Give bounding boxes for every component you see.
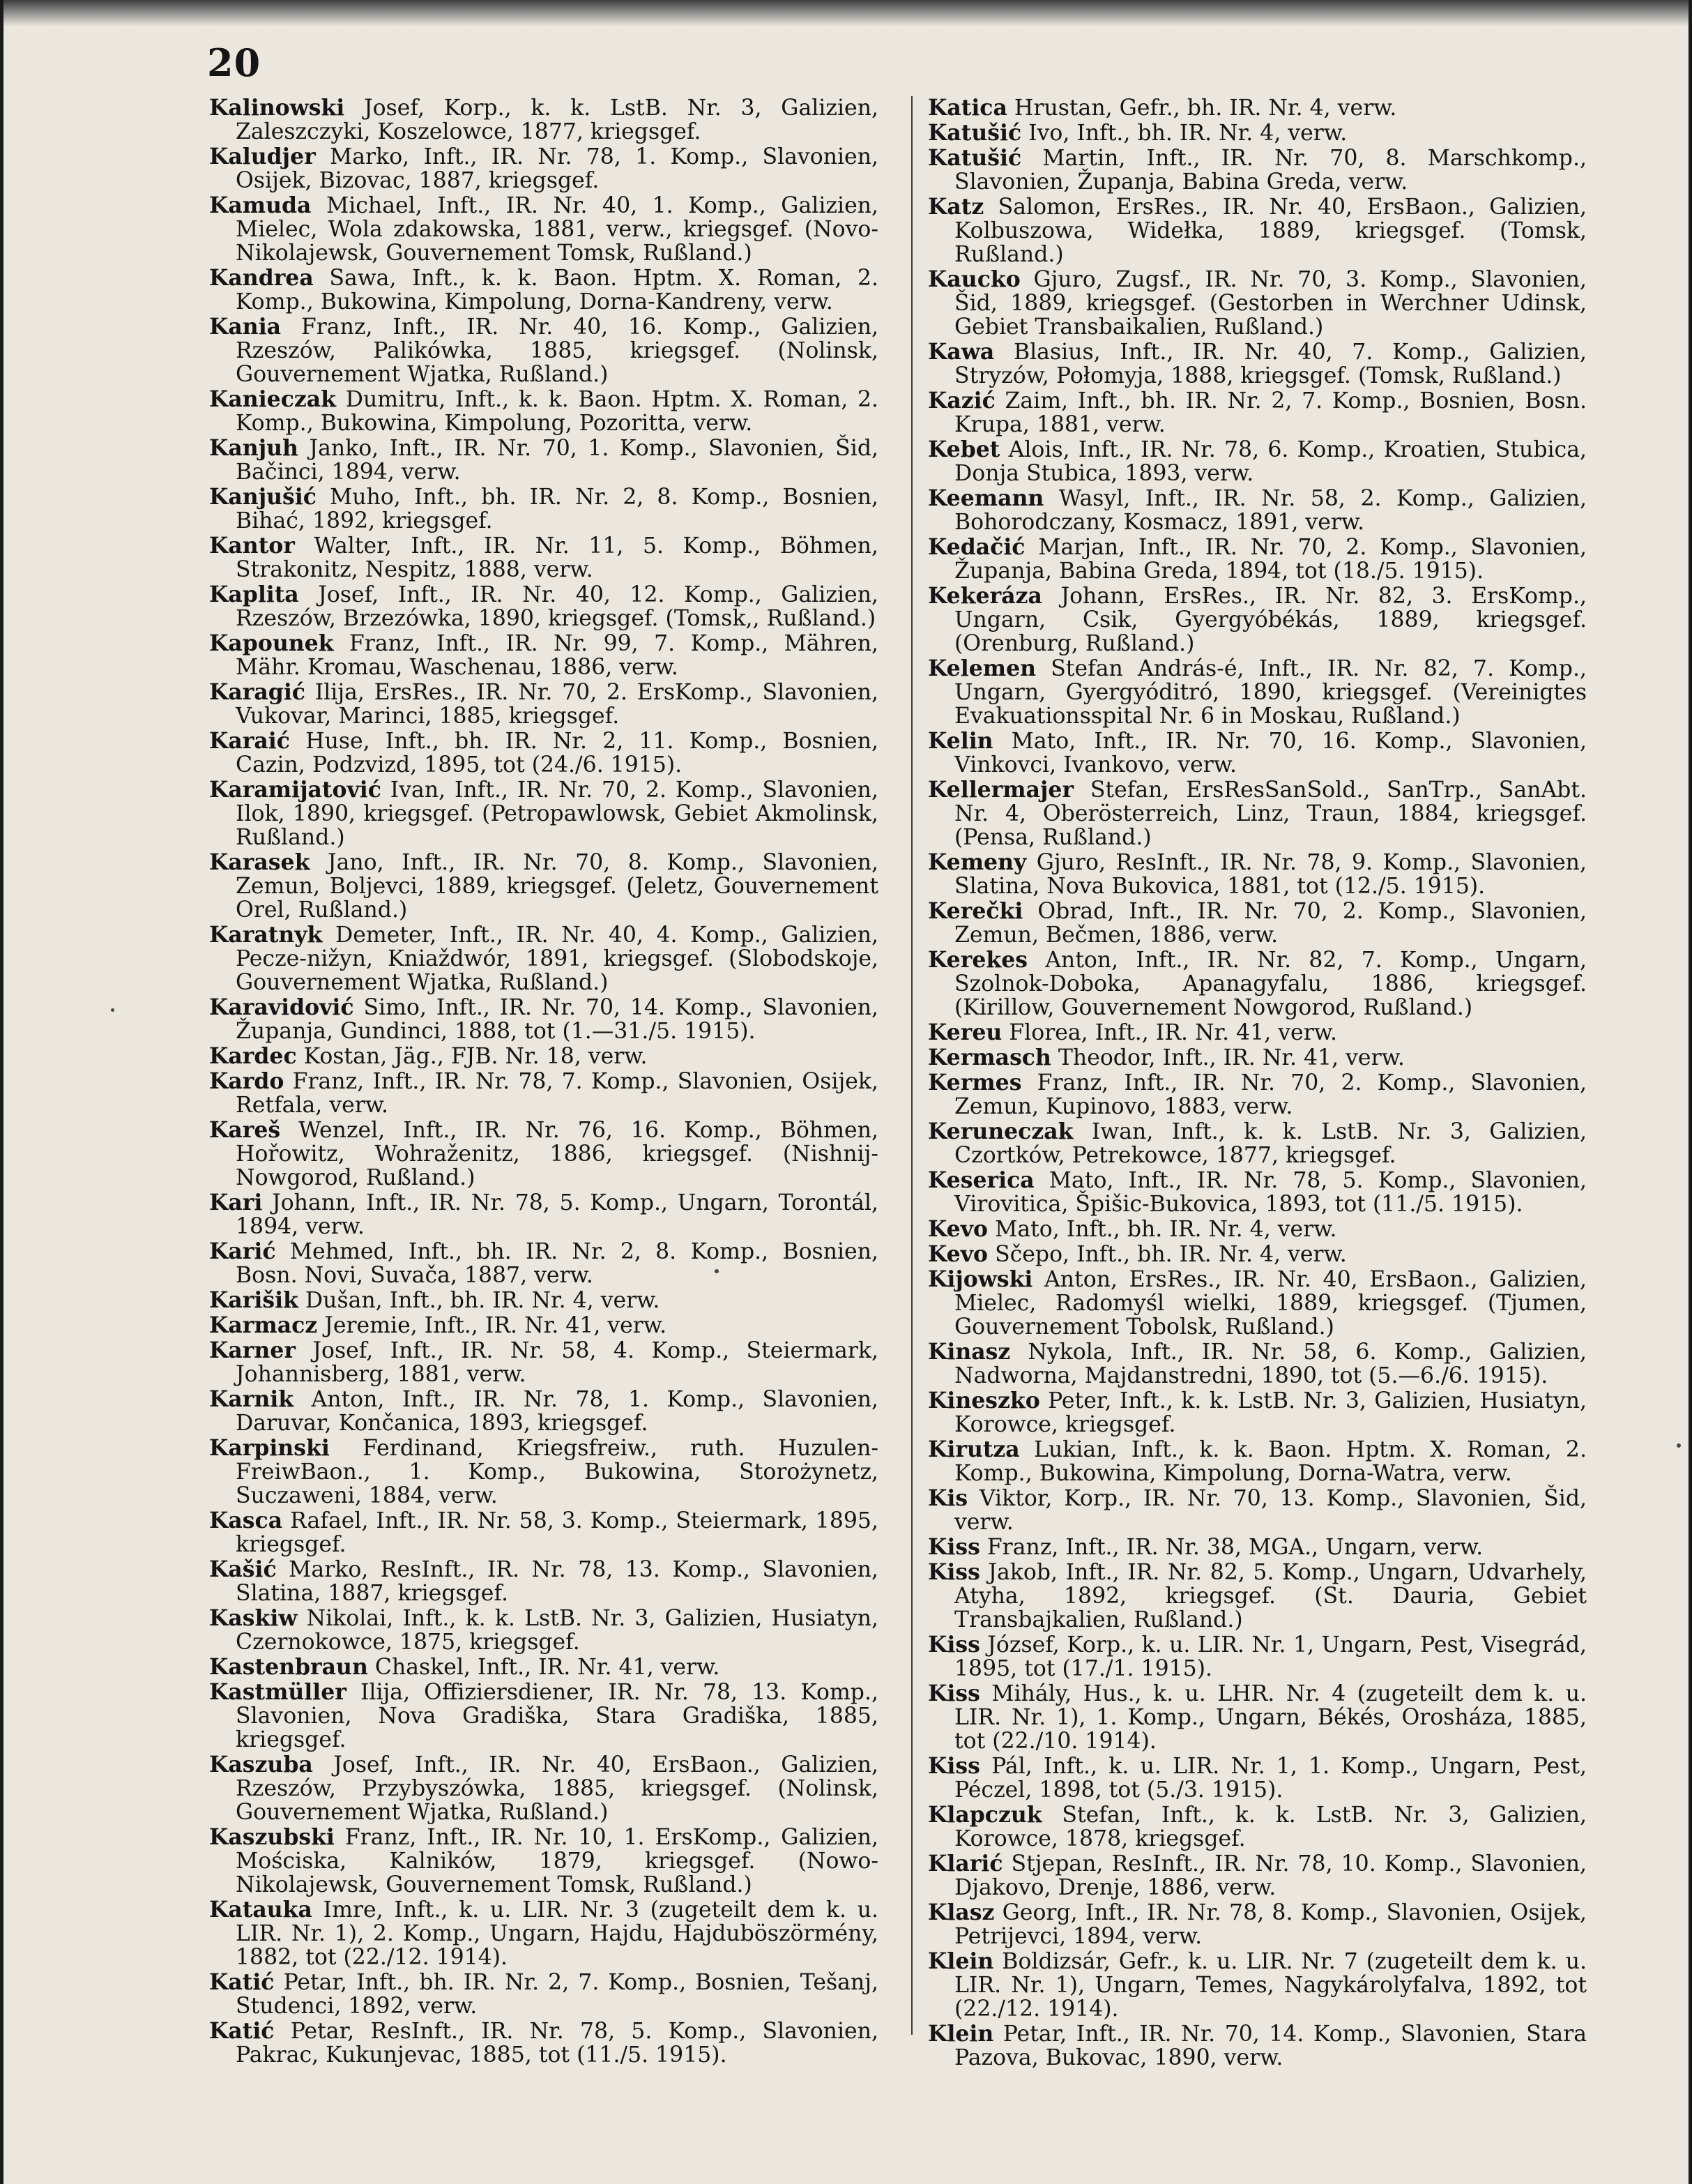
- register-entry: [928, 1389, 1587, 1436]
- entry-surname: Kantor: [209, 533, 295, 559]
- entry-details: Pál, Inft., k. u. LIR. Nr. 1, 1. Komp., Ungarn, Pest, Péczel, 1898, tot (5./3. 1915).: [954, 1754, 1587, 1803]
- entry-surname: Kiss: [928, 1753, 980, 1779]
- register-entry: [209, 1388, 878, 1435]
- entry-details: Lukian, Inft., k. k. Baon. Hptm. X. Roman, 2. Komp., Bukowina, Kimpolung, Dorna-Watra, verw.: [954, 1437, 1587, 1486]
- entry-details: Imre, Inft., k. u. LIR. Nr. 3 (zugeteilt dem k. u. LIR. Nr. 1), 2. Komp., Ungarn, Hajdu, Hajduböszörmény, 1882, tot (22./12. 1914).: [236, 1897, 878, 1970]
- entry-surname: Kirutza: [928, 1436, 1020, 1462]
- register-entry: [928, 1535, 1587, 1559]
- entry-details: Gjuro, Zugsf., IR. Nr. 70, 3. Komp., Slavonien, Šid, 1889, kriegsgef. (Gestorben in Werchner Udinsk, Gebiet Transbaikalien, Rußland.): [954, 267, 1587, 340]
- entry-details: Stjepan, ResInft., IR. Nr. 78, 10. Komp., Slavonien, Djakovo, Drenje, 1886, verw.: [954, 1851, 1587, 1900]
- entry-surname: Keserica: [928, 1167, 1035, 1193]
- entry-details: Florea, Inft., IR. Nr. 41, verw.: [1009, 1020, 1337, 1045]
- register-entry: [209, 388, 878, 435]
- entry-surname: Kawa: [928, 339, 995, 365]
- entry-details: Petar, ResInft., IR. Nr. 78, 5. Komp., Slavonien, Pakrac, Kukunjevac, 1885, tot (11./5. 1915).: [236, 2019, 878, 2068]
- entry-surname: Klapczuk: [928, 1802, 1042, 1828]
- entry-surname: Katica: [928, 95, 1007, 121]
- register-entry: [209, 729, 878, 777]
- entry-surname: Kiss: [928, 1632, 980, 1658]
- entry-details: Wasyl, Inft., IR. Nr. 58, 2. Komp., Galizien, Bohorodczany, Kosmacz, 1891, verw.: [954, 486, 1587, 535]
- entry-details: Ivo, Inft., bh. IR. Nr. 4, verw.: [1028, 121, 1348, 146]
- entry-surname: Kastenbraun: [209, 1654, 368, 1680]
- entry-details: Josef, Inft., IR. Nr. 58, 4. Komp., Steiermark, Johannisberg, 1881, verw.: [236, 1338, 878, 1387]
- entry-surname: Katić: [209, 1969, 275, 1995]
- register-entry: [928, 536, 1587, 583]
- register-entry: [928, 1268, 1587, 1339]
- entry-surname: Karatnyk: [209, 922, 323, 948]
- entry-details: Nykola, Inft., IR. Nr. 58, 6. Komp., Galizien, Nadworna, Majdanstredni, 1890, tot (5.—6./6. 1915).: [954, 1340, 1587, 1388]
- register-entry: [209, 2019, 878, 2067]
- entry-surname: Kanieczak: [209, 386, 337, 412]
- entry-details: Walter, Inft., IR. Nr. 11, 5. Komp., Böhmen, Strakonitz, Nespitz, 1888, verw.: [236, 533, 878, 582]
- register-entry: [928, 1803, 1587, 1851]
- register-entry: [209, 1191, 878, 1238]
- entry-details: Simo, Inft., IR. Nr. 70, 14. Komp., Slavonien, Županja, Gundinci, 1888, tot (1.—31./5. 1915).: [236, 995, 878, 1044]
- register-entry: [928, 121, 1587, 145]
- entry-surname: Karmacz: [209, 1312, 318, 1338]
- register-entry: [928, 900, 1587, 947]
- register-entry: [928, 1901, 1587, 1948]
- entry-details: Josef, Inft., IR. Nr. 40, 12. Komp., Galizien, Rzeszów, Brzezówka, 1890, kriegsgef. (Tomsk,, Rußland.): [236, 582, 878, 631]
- entry-details: Sčepo, Inft., bh. IR. Nr. 4, verw.: [995, 1242, 1347, 1267]
- register-entry: [209, 485, 878, 533]
- register-entry: [209, 1118, 878, 1190]
- register-entry: [928, 340, 1587, 388]
- entry-details: Blasius, Inft., IR. Nr. 40, 7. Komp., Galizien, Stryzów, Połomyja, 1888, kriegsgef. (Tomsk, Rußland.): [954, 340, 1587, 388]
- entry-surname: Kermes: [928, 1070, 1022, 1095]
- entry-surname: Kiss: [928, 1534, 980, 1560]
- entry-details: Josef, Inft., IR. Nr. 40, ErsBaon., Galizien, Rzeszów, Przybyszówka, 1885, kriegsgef. (Nolinsk, Gouvernement Wjatka, Rußland.): [236, 1752, 879, 1825]
- entry-details: Ivan, Inft., IR. Nr. 70, 2. Komp., Slavonien, Ilok, 1890, kriegsgef. (Petropawlowsk, Gebiet Akmolinsk, Rußland.): [236, 778, 878, 850]
- register-entry: [928, 195, 1587, 266]
- register-entry: [928, 1120, 1587, 1167]
- entry-details: Stefan András-é, Inft., IR. Nr. 82, 7. Komp., Ungarn, Gyergyóditró, 1890, kriegsgef. (Vereinigtes Evakuationsspital Nr. 6 in Moskau, Rußland.): [954, 656, 1587, 729]
- entry-surname: Karasek: [209, 849, 310, 875]
- entry-surname: Karić: [209, 1238, 276, 1264]
- entry-surname: Kaludjer: [209, 144, 316, 169]
- register-entry: [928, 657, 1587, 728]
- register-entry: [209, 534, 878, 582]
- entry-surname: Kineszko: [928, 1388, 1040, 1413]
- register-entry: [209, 1898, 878, 1969]
- register-entry: [928, 1340, 1587, 1388]
- register-entry: [209, 583, 878, 630]
- entry-details: Iwan, Inft., k. k. LstB. Nr. 3, Galizien, Czortków, Petrekowce, 1877, kriegsgef.: [954, 1119, 1587, 1168]
- entry-details: Franz, Inft., IR. Nr. 70, 2. Komp., Slavonien, Zemun, Kupinovo, 1883, verw.: [954, 1070, 1587, 1119]
- entry-details: Stefan, Inft., k. k. LstB. Nr. 3, Galizien, Korowce, 1878, kriegsgef.: [954, 1803, 1587, 1851]
- register-entry: [928, 1046, 1587, 1070]
- entry-details: Demeter, Inft., IR. Nr. 40, 4. Komp., Galizien, Pecze-nižyn, Kniaždwór, 1891, kriegsgef. (Slobodskoje, Gouvernement Wjatka, Rußland.): [236, 923, 878, 995]
- print-speck: [715, 1269, 719, 1273]
- entry-surname: Kardec: [209, 1043, 297, 1069]
- register-entry: [209, 1681, 878, 1752]
- entry-details: Georg, Inft., IR. Nr. 78, 8. Komp., Slavonien, Osijek, Petrijevci, 1894, verw.: [954, 1900, 1587, 1949]
- print-speck: [1677, 1443, 1681, 1448]
- entry-details: Petar, Inft., bh. IR. Nr. 2, 7. Komp., Bosnien, Tešanj, Studenci, 1892, verw.: [236, 1970, 879, 2019]
- entry-surname: Karner: [209, 1337, 296, 1363]
- entry-details: Huse, Inft., bh. IR. Nr. 2, 11. Komp., Bosnien, Cazin, Podzvizd, 1895, tot (24./6. 1915).: [236, 729, 879, 778]
- entry-surname: Kašić: [209, 1556, 277, 1582]
- entry-surname: Karavidović: [209, 994, 354, 1020]
- entry-surname: Kevo: [928, 1241, 989, 1267]
- register-entry: [928, 1021, 1587, 1045]
- column-divider: [911, 96, 913, 2035]
- entry-surname: Kerečki: [928, 898, 1023, 924]
- register-entry: [209, 437, 878, 484]
- register-entry: [209, 1289, 878, 1312]
- register-entry: [928, 729, 1587, 777]
- register-entry: [928, 96, 1587, 120]
- entry-details: Marjan, Inft., IR. Nr. 70, 2. Komp., Slavonien, Županja, Babina Greda, 1894, tot (18./5. 1915).: [954, 535, 1587, 584]
- register-entry: [928, 1169, 1587, 1216]
- entry-surname: Kelin: [928, 728, 993, 754]
- entry-surname: Kemeny: [928, 849, 1027, 875]
- entry-details: Kostan, Jäg., FJB. Nr. 18, verw.: [303, 1044, 648, 1069]
- entry-details: Gjuro, ResInft., IR. Nr. 78, 9. Komp., Slavonien, Slatina, Nova Bukovica, 1881, tot (12./5. 1915).: [954, 850, 1587, 899]
- register-entry: [209, 1655, 878, 1679]
- register-entry: [209, 96, 878, 144]
- entry-details: Dušan, Inft., bh. IR. Nr. 4, verw.: [305, 1288, 660, 1313]
- entry-surname: Klarić: [928, 1851, 1003, 1876]
- register-entry: [928, 1754, 1587, 1802]
- entry-details: Rafael, Inft., IR. Nr. 58, 3. Komp., Steiermark, 1895, kriegsgef.: [236, 1508, 878, 1557]
- entry-surname: Kamuda: [209, 192, 312, 218]
- entry-surname: Kalinowski: [209, 95, 345, 121]
- scan-top-shadow: [3, 0, 1689, 26]
- entry-details: Chaskel, Inft., IR. Nr. 41, verw.: [374, 1655, 720, 1680]
- register-entry: [928, 1218, 1587, 1241]
- entry-surname: Kaucko: [928, 266, 1021, 292]
- entry-surname: Kandrea: [209, 265, 314, 291]
- entry-surname: Kaszubski: [209, 1824, 335, 1850]
- page-number: 20: [207, 40, 261, 85]
- register-entry: [209, 1339, 878, 1386]
- register-entry: [209, 1240, 878, 1287]
- entry-surname: Katušić: [928, 120, 1022, 146]
- register-entry: [928, 1950, 1587, 2021]
- entry-details: Jano, Inft., IR. Nr. 70, 8. Komp., Slavonien, Zemun, Boljevci, 1889, kriegsgef. (Jeletz, Gouvernement Orel, Rußland.): [236, 850, 879, 923]
- entry-surname: Kareš: [209, 1117, 281, 1143]
- entry-surname: Kanjušić: [209, 484, 317, 510]
- register-entry: [928, 1852, 1587, 1899]
- register-entry: [928, 389, 1587, 437]
- register-entry: [209, 1314, 878, 1337]
- register-entry: [928, 268, 1587, 339]
- entry-details: Jeremie, Inft., IR. Nr. 41, verw.: [324, 1313, 667, 1338]
- register-entry: [209, 1826, 878, 1897]
- entry-details: Mato, Inft., bh. IR. Nr. 4, verw.: [995, 1217, 1337, 1242]
- register-entry: [928, 1438, 1587, 1485]
- entry-details: Viktor, Korp., IR. Nr. 70, 13. Komp., Slavonien, Šid, verw.: [954, 1486, 1587, 1535]
- register-entry: [928, 1633, 1587, 1681]
- entry-details: Theodor, Inft., IR. Nr. 41, verw.: [1058, 1045, 1405, 1070]
- entry-surname: Klasz: [928, 1899, 995, 1925]
- register-entry: [928, 778, 1587, 849]
- register-entry: [209, 632, 878, 679]
- entry-details: Josef, Korp., k. k. LstB. Nr. 3, Galizien, Zaleszczyki, Koszelowce, 1877, kriegsgef.: [236, 96, 878, 144]
- left-column: [209, 96, 878, 2068]
- register-entry: [928, 1561, 1587, 1632]
- entry-details: József, Korp., k. u. LIR. Nr. 1, Ungarn, Pest, Visegrád, 1895, tot (17./1. 1915).: [954, 1632, 1587, 1681]
- register-entry: [928, 1071, 1587, 1118]
- print-speck: [111, 1008, 114, 1012]
- entry-surname: Kebet: [928, 437, 1000, 462]
- entry-details: Wenzel, Inft., IR. Nr. 76, 16. Komp., Böhmen, Hořowitz, Wohraženitz, 1886, kriegsgef. (Nishnij-Nowgorod, Rußland.): [236, 1118, 878, 1190]
- entry-surname: Kedačić: [928, 534, 1026, 560]
- register-entry: [928, 1243, 1587, 1266]
- entry-surname: Kaszuba: [209, 1752, 313, 1777]
- entry-details: Anton, Inft., IR. Nr. 82, 7. Komp., Ungarn, Szolnok-Doboka, Apanagyfalu, 1886, kriegsgef. (Kirillow, Gouvernement Nowgorod, Rußland.): [954, 948, 1587, 1020]
- entry-details: Johann, Inft., IR. Nr. 78, 5. Komp., Ungarn, Torontál, 1894, verw.: [236, 1190, 878, 1239]
- entry-surname: Katauka: [209, 1897, 312, 1923]
- register-entry: [209, 1558, 878, 1605]
- entry-surname: Kermasch: [928, 1045, 1051, 1070]
- entry-details: Ilija, Offiziersdiener, IR. Nr. 78, 13. Komp., Slavonien, Nova Gradiška, Stara Gradiška, 1885, kriegsgef.: [236, 1680, 878, 1752]
- right-column: [928, 96, 1587, 2071]
- register-entry: [928, 146, 1587, 194]
- register-entry: [209, 1971, 878, 2018]
- register-entry: [928, 438, 1587, 485]
- entry-surname: Keruneczak: [928, 1118, 1074, 1144]
- entry-details: Nikolai, Inft., k. k. LstB. Nr. 3, Galizien, Husiatyn, Czernokowce, 1875, kriegsgef.: [236, 1606, 879, 1655]
- entry-surname: Kaplita: [209, 582, 299, 607]
- entry-surname: Kapounek: [209, 630, 334, 656]
- entry-details: Janko, Inft., IR. Nr. 70, 1. Komp., Slavonien, Šid, Bačinci, 1894, verw.: [236, 436, 878, 485]
- entry-details: Franz, Inft., IR. Nr. 78, 7. Komp., Slavonien, Osijek, Retfala, verw.: [236, 1069, 879, 1118]
- entry-surname: Klein: [928, 1948, 994, 1974]
- entry-details: Petar, Inft., IR. Nr. 70, 14. Komp., Slavonien, Stara Pazova, Bukovac, 1890, verw.: [954, 2022, 1587, 2070]
- entry-surname: Karamijatović: [209, 777, 381, 803]
- entry-details: Ilija, ErsRes., IR. Nr. 70, 2. ErsKomp., Slavonien, Vukovar, Marinci, 1885, kriegsgef.: [236, 680, 879, 729]
- entry-details: Dumitru, Inft., k. k. Baon. Hptm. X. Roman, 2. Komp., Bukowina, Kimpolung, Pozoritta, verw.: [236, 387, 879, 436]
- entry-details: Hrustan, Gefr., bh. IR. Nr. 4, verw.: [1014, 96, 1397, 121]
- register-entry: [209, 681, 878, 728]
- entry-surname: Klein: [928, 2021, 994, 2047]
- register-entry: [209, 194, 878, 265]
- register-entry: [209, 1607, 878, 1654]
- entry-surname: Kijowski: [928, 1266, 1033, 1292]
- entry-surname: Kari: [209, 1190, 263, 1215]
- entry-surname: Karpinski: [209, 1435, 330, 1461]
- entry-details: Alois, Inft., IR. Nr. 78, 6. Komp., Kroatien, Stubica, Donja Stubica, 1893, verw.: [954, 437, 1587, 486]
- register-entry: [209, 266, 878, 314]
- entry-details: Mato, Inft., IR. Nr. 70, 16. Komp., Slavonien, Vinkovci, Ivankovo, verw.: [954, 729, 1587, 778]
- entry-details: Stefan, ErsResSanSold., SanTrp., SanAbt. Nr. 4, Oberösterreich, Linz, Traun, 1884, kriegsgef. (Pensa, Rußland.): [954, 778, 1587, 850]
- register-entry: [928, 487, 1587, 534]
- entry-surname: Karagić: [209, 679, 305, 705]
- entry-surname: Katz: [928, 194, 984, 220]
- entry-surname: Kekeráza: [928, 583, 1042, 609]
- register-entry: [928, 584, 1587, 655]
- entry-details: Jakob, Inft., IR. Nr. 82, 5. Komp., Ungarn, Udvarhely, Atyha, 1892, kriegsgef. (St. Dauria, Gebiet Transbajkalien, Rußland.): [954, 1560, 1587, 1632]
- register-entry: [209, 315, 878, 386]
- entry-details: Franz, Inft., IR. Nr. 40, 16. Komp., Galizien, Rzeszów, Palikówka, 1885, kriegsgef. (Nolinsk, Gouvernement Wjatka, Rußland.): [236, 314, 878, 387]
- entry-details: Peter, Inft., k. k. LstB. Nr. 3, Galizien, Husiatyn, Korowce, kriegsgef.: [954, 1388, 1587, 1437]
- register-entry: [928, 2022, 1587, 2070]
- entry-details: Marko, ResInft., IR. Nr. 78, 13. Komp., Slavonien, Slatina, 1887, kriegsgef.: [236, 1557, 879, 1606]
- entry-details: Franz, Inft., IR. Nr. 38, MGA., Ungarn, verw.: [986, 1535, 1484, 1560]
- register-entry: [209, 778, 878, 849]
- entry-surname: Kevo: [928, 1216, 989, 1242]
- entry-surname: Kasca: [209, 1508, 283, 1533]
- entry-surname: Kiss: [928, 1681, 980, 1706]
- entry-details: Sawa, Inft., k. k. Baon. Hptm. X. Roman, 2. Komp., Bukowina, Kimpolung, Dorna-Kandreny, verw.: [236, 266, 878, 314]
- register-entry: [209, 1753, 878, 1824]
- entry-surname: Kiss: [928, 1559, 980, 1585]
- entry-surname: Kellermajer: [928, 777, 1074, 803]
- entry-details: Johann, ErsRes., IR. Nr. 82, 3. ErsKomp., Ungarn, Csik, Gyergyóbékás, 1889, kriegsgef. (Orenburg, Rußland.): [954, 584, 1587, 656]
- entry-surname: Kardo: [209, 1068, 284, 1094]
- entry-details: Muho, Inft., bh. IR. Nr. 2, 8. Komp., Bosnien, Bihać, 1892, kriegsgef.: [236, 485, 879, 533]
- register-entry: [209, 1045, 878, 1068]
- entry-surname: Katušić: [928, 145, 1022, 171]
- entry-details: Anton, ErsRes., IR. Nr. 40, ErsBaon., Galizien, Mielec, Radomyśl wielki, 1889, kriegsgef. (Tjumen, Gouvernement Tobolsk, Rußland.): [954, 1267, 1587, 1340]
- entry-details: Zaim, Inft., bh. IR. Nr. 2, 7. Komp., Bosnien, Bosn. Krupa, 1881, verw.: [954, 388, 1587, 437]
- entry-surname: Karišik: [209, 1287, 298, 1313]
- register-entry: [209, 923, 878, 994]
- entry-surname: Karnik: [209, 1386, 294, 1412]
- entry-surname: Kaskiw: [209, 1605, 298, 1631]
- entry-details: Boldizsár, Gefr., k. u. LIR. Nr. 7 (zugeteilt dem k. u. LIR. Nr. 1), Ungarn, Temes, Nagykárolyfalva, 1892, tot (22./12. 1914).: [954, 1949, 1587, 2022]
- register-entry: [928, 1682, 1587, 1753]
- entry-details: Mato, Inft., IR. Nr. 78, 5. Komp., Slavonien, Virovitica, Špišic-Bukovica, 1893, tot (11./5. 1915).: [954, 1168, 1587, 1217]
- register-entry: [209, 1070, 878, 1117]
- register-entry: [209, 851, 878, 922]
- entry-details: Mehmed, Inft., bh. IR. Nr. 2, 8. Komp., Bosnien, Bosn. Novi, Suvača, 1887, verw.: [236, 1239, 879, 1288]
- entry-surname: Kereu: [928, 1019, 1003, 1045]
- register-entry: [209, 145, 878, 192]
- entry-surname: Kerekes: [928, 947, 1028, 973]
- entry-surname: Katić: [209, 2018, 275, 2044]
- entry-details: Marko, Inft., IR. Nr. 78, 1. Komp., Slavonien, Osijek, Bizovac, 1887, kriegsgef.: [236, 144, 878, 193]
- entry-surname: Kis: [928, 1485, 968, 1511]
- entry-details: Franz, Inft., IR. Nr. 10, 1. ErsKomp., Galizien, Mościska, Kalników, 1879, kriegsgef. (Nowo-Nikolajewsk, Gouvernement Tomsk, Rußland.): [236, 1825, 878, 1897]
- entry-surname: Kanjuh: [209, 435, 298, 461]
- register-entry: [209, 1509, 878, 1556]
- register-entry: [209, 1436, 878, 1508]
- entry-surname: Keemann: [928, 485, 1044, 511]
- entry-surname: Kinasz: [928, 1339, 1011, 1365]
- register-entry: [928, 851, 1587, 898]
- entry-surname: Kania: [209, 314, 282, 340]
- entry-details: Martin, Inft., IR. Nr. 70, 8. Marschkomp., Slavonien, Županja, Babina Greda, verw.: [954, 146, 1587, 195]
- register-entry: [209, 996, 878, 1043]
- entry-details: Michael, Inft., IR. Nr. 40, 1. Komp., Galizien, Mielec, Wola zdakowska, 1881, verw., kriegsgef. (Novo-Nikolajewsk, Gouvernement Tomsk, Rußland.): [236, 193, 879, 266]
- register-entry: [928, 1487, 1587, 1534]
- entry-details: Anton, Inft., IR. Nr. 78, 1. Komp., Slavonien, Daruvar, Končanica, 1893, kriegsgef.: [236, 1387, 879, 1436]
- entry-details: Mihály, Hus., k. u. LHR. Nr. 4 (zugeteilt dem k. u. LIR. Nr. 1), 1. Komp., Ungarn, Békés, Orosháza, 1885, tot (22./10. 1914).: [954, 1681, 1587, 1754]
- entry-surname: Kelemen: [928, 655, 1037, 681]
- entry-details: Ferdinand, Kriegsfreiw., ruth. Huzulen-FreiwBaon., 1. Komp., Bukowina, Storożynetz, Suczaweni, 1884, verw.: [236, 1436, 878, 1508]
- entry-surname: Kazić: [928, 388, 996, 414]
- register-entry: [928, 948, 1587, 1019]
- entry-details: Obrad, Inft., IR. Nr. 70, 2. Komp., Slavonien, Zemun, Bečmen, 1886, verw.: [954, 899, 1587, 948]
- entry-details: Salomon, ErsRes., IR. Nr. 40, ErsBaon., Galizien, Kolbuszowa, Widełka, 1889, kriegsgef. (Tomsk, Rußland.): [954, 195, 1587, 267]
- entry-details: Franz, Inft., IR. Nr. 99, 7. Komp., Mähren, Mähr. Kromau, Waschenau, 1886, verw.: [236, 631, 878, 680]
- entry-surname: Kastmüller: [209, 1679, 346, 1705]
- entry-surname: Karaić: [209, 728, 290, 754]
